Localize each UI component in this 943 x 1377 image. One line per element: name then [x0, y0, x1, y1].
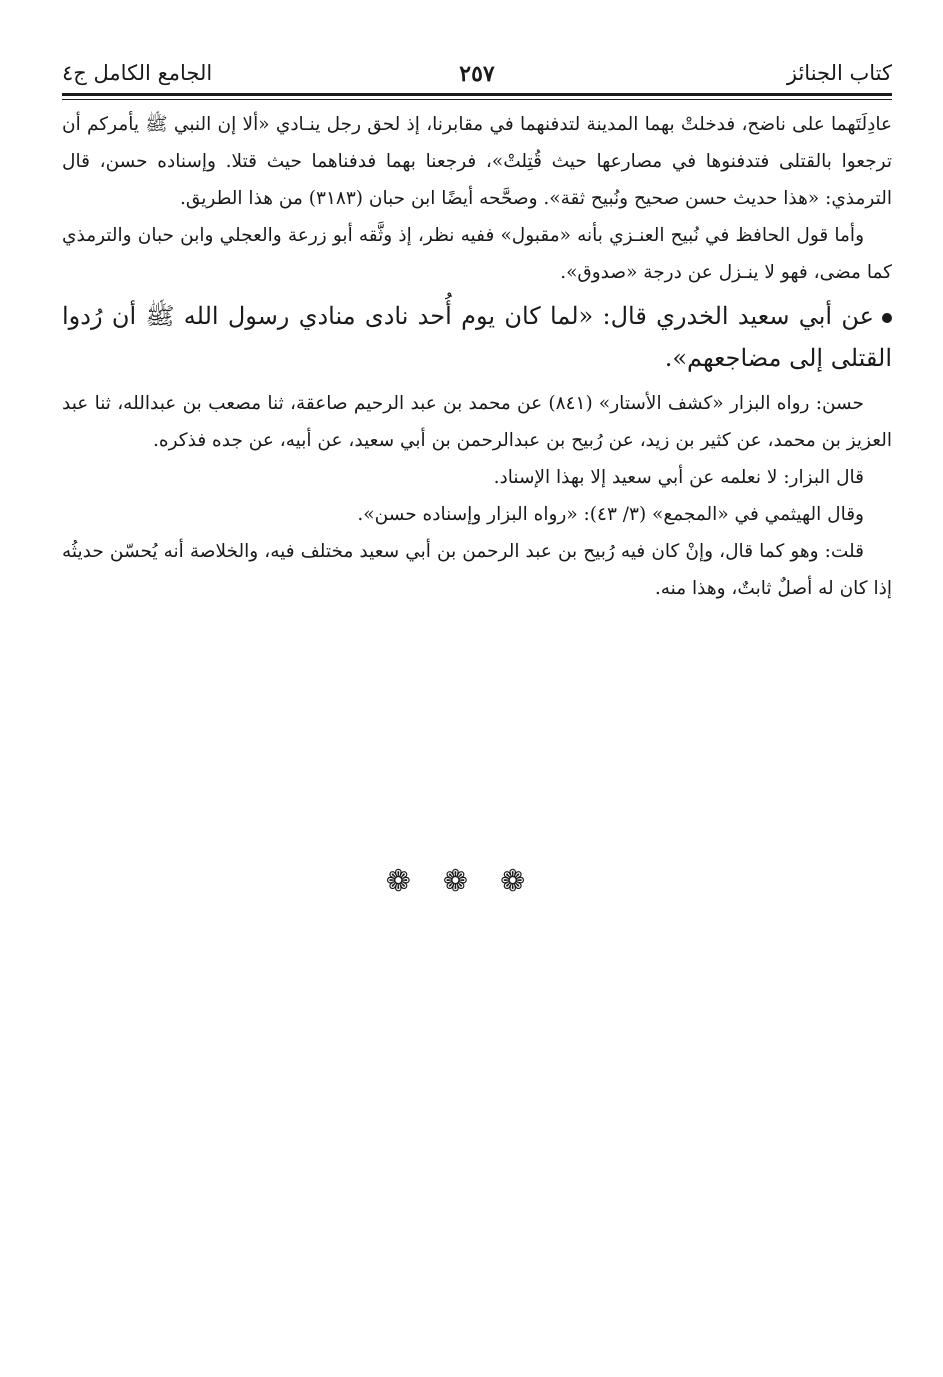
paragraph-1: عادِلَتَهما على ناضح، فدخلتْ بهما المدينة لتدفنهما في مقابرنا، إذ لحق رجل ينـادي «ألا إن النبي ﷺ يأمركم أن ترجعوا بالقتلى فتدفنوها في مصارعها حيث قُتِلتْ»، فرجعنا بهما فدفناهما حيث قتلا. وإسناده حسن، قال الترمذي: «هذا حديث حسن صحيح ونُبيح ثقة». وصحَّحه أيضًا ابن حبان (٣١٨٣) من هذا الطريق.: [62, 114, 892, 209]
paragraph-6: قلت: وهو كما قال، وإنْ كان فيه رُبيح بن عبد الرحمن بن أبي سعيد مختلف فيه، والخلاصة أنه يُحسّن حديثُه إذا كان له أصلٌ ثابتٌ، وهذا منه.: [62, 541, 892, 599]
hadith-content: عن أبي سعيد الخدري قال: «لما كان يوم أُحد نادى منادي رسول الله ﷺ أن رُدوا القتلى إلى مضاجعهم».: [62, 302, 892, 372]
header-rule-thick: [62, 93, 892, 96]
page-body: [62, 106, 892, 607]
paragraph-4: قال البزار: لا نعلمه عن أبي سعيد إلا بهذا الإسناد.: [493, 467, 864, 488]
book-title: الجامع الكامل ج٤: [62, 61, 213, 85]
flower-ornament-icon: ❁: [385, 864, 443, 899]
page-header: [62, 55, 892, 93]
flower-ornament-icon: ❁: [442, 864, 501, 899]
paragraph-3: حسن: رواه البزار «كشف الأستار» (٨٤١) عن محمد بن عبد الرحيم صاعقة، ثنا مصعب بن عبدالله، ثنا عبد العزيز بن محمد، عن كثير بن زيد، عن رُبيح بن عبدالرحمن بن أبي سعيد، عن أبيه، عن جده فذكره.: [62, 393, 892, 451]
header-rule-thin: [62, 99, 892, 100]
hadith-text: [62, 295, 892, 379]
paragraph-2: وأما قول الحافظ في نُبيح العنـزي بأنه «مقبول» ففيه نظر، إذ وثَّقه أبو زرعة والعجلي وابن حبان والترمذي كما مضى، فهو لا ينـزل عن درجة «صدوق».: [62, 225, 892, 283]
bullet-icon: [882, 313, 892, 323]
chapter-title: كتاب الجنائز: [786, 61, 892, 85]
page-number: ٢٥٧: [459, 61, 495, 87]
page: [62, 55, 892, 607]
section-divider: [0, 864, 943, 899]
flower-ornament-icon: ❁: [500, 864, 558, 899]
paragraph-5: وقال الهيثمي في «المجمع» (٣/ ٤٣): «رواه البزار وإسناده حسن».: [357, 504, 864, 525]
